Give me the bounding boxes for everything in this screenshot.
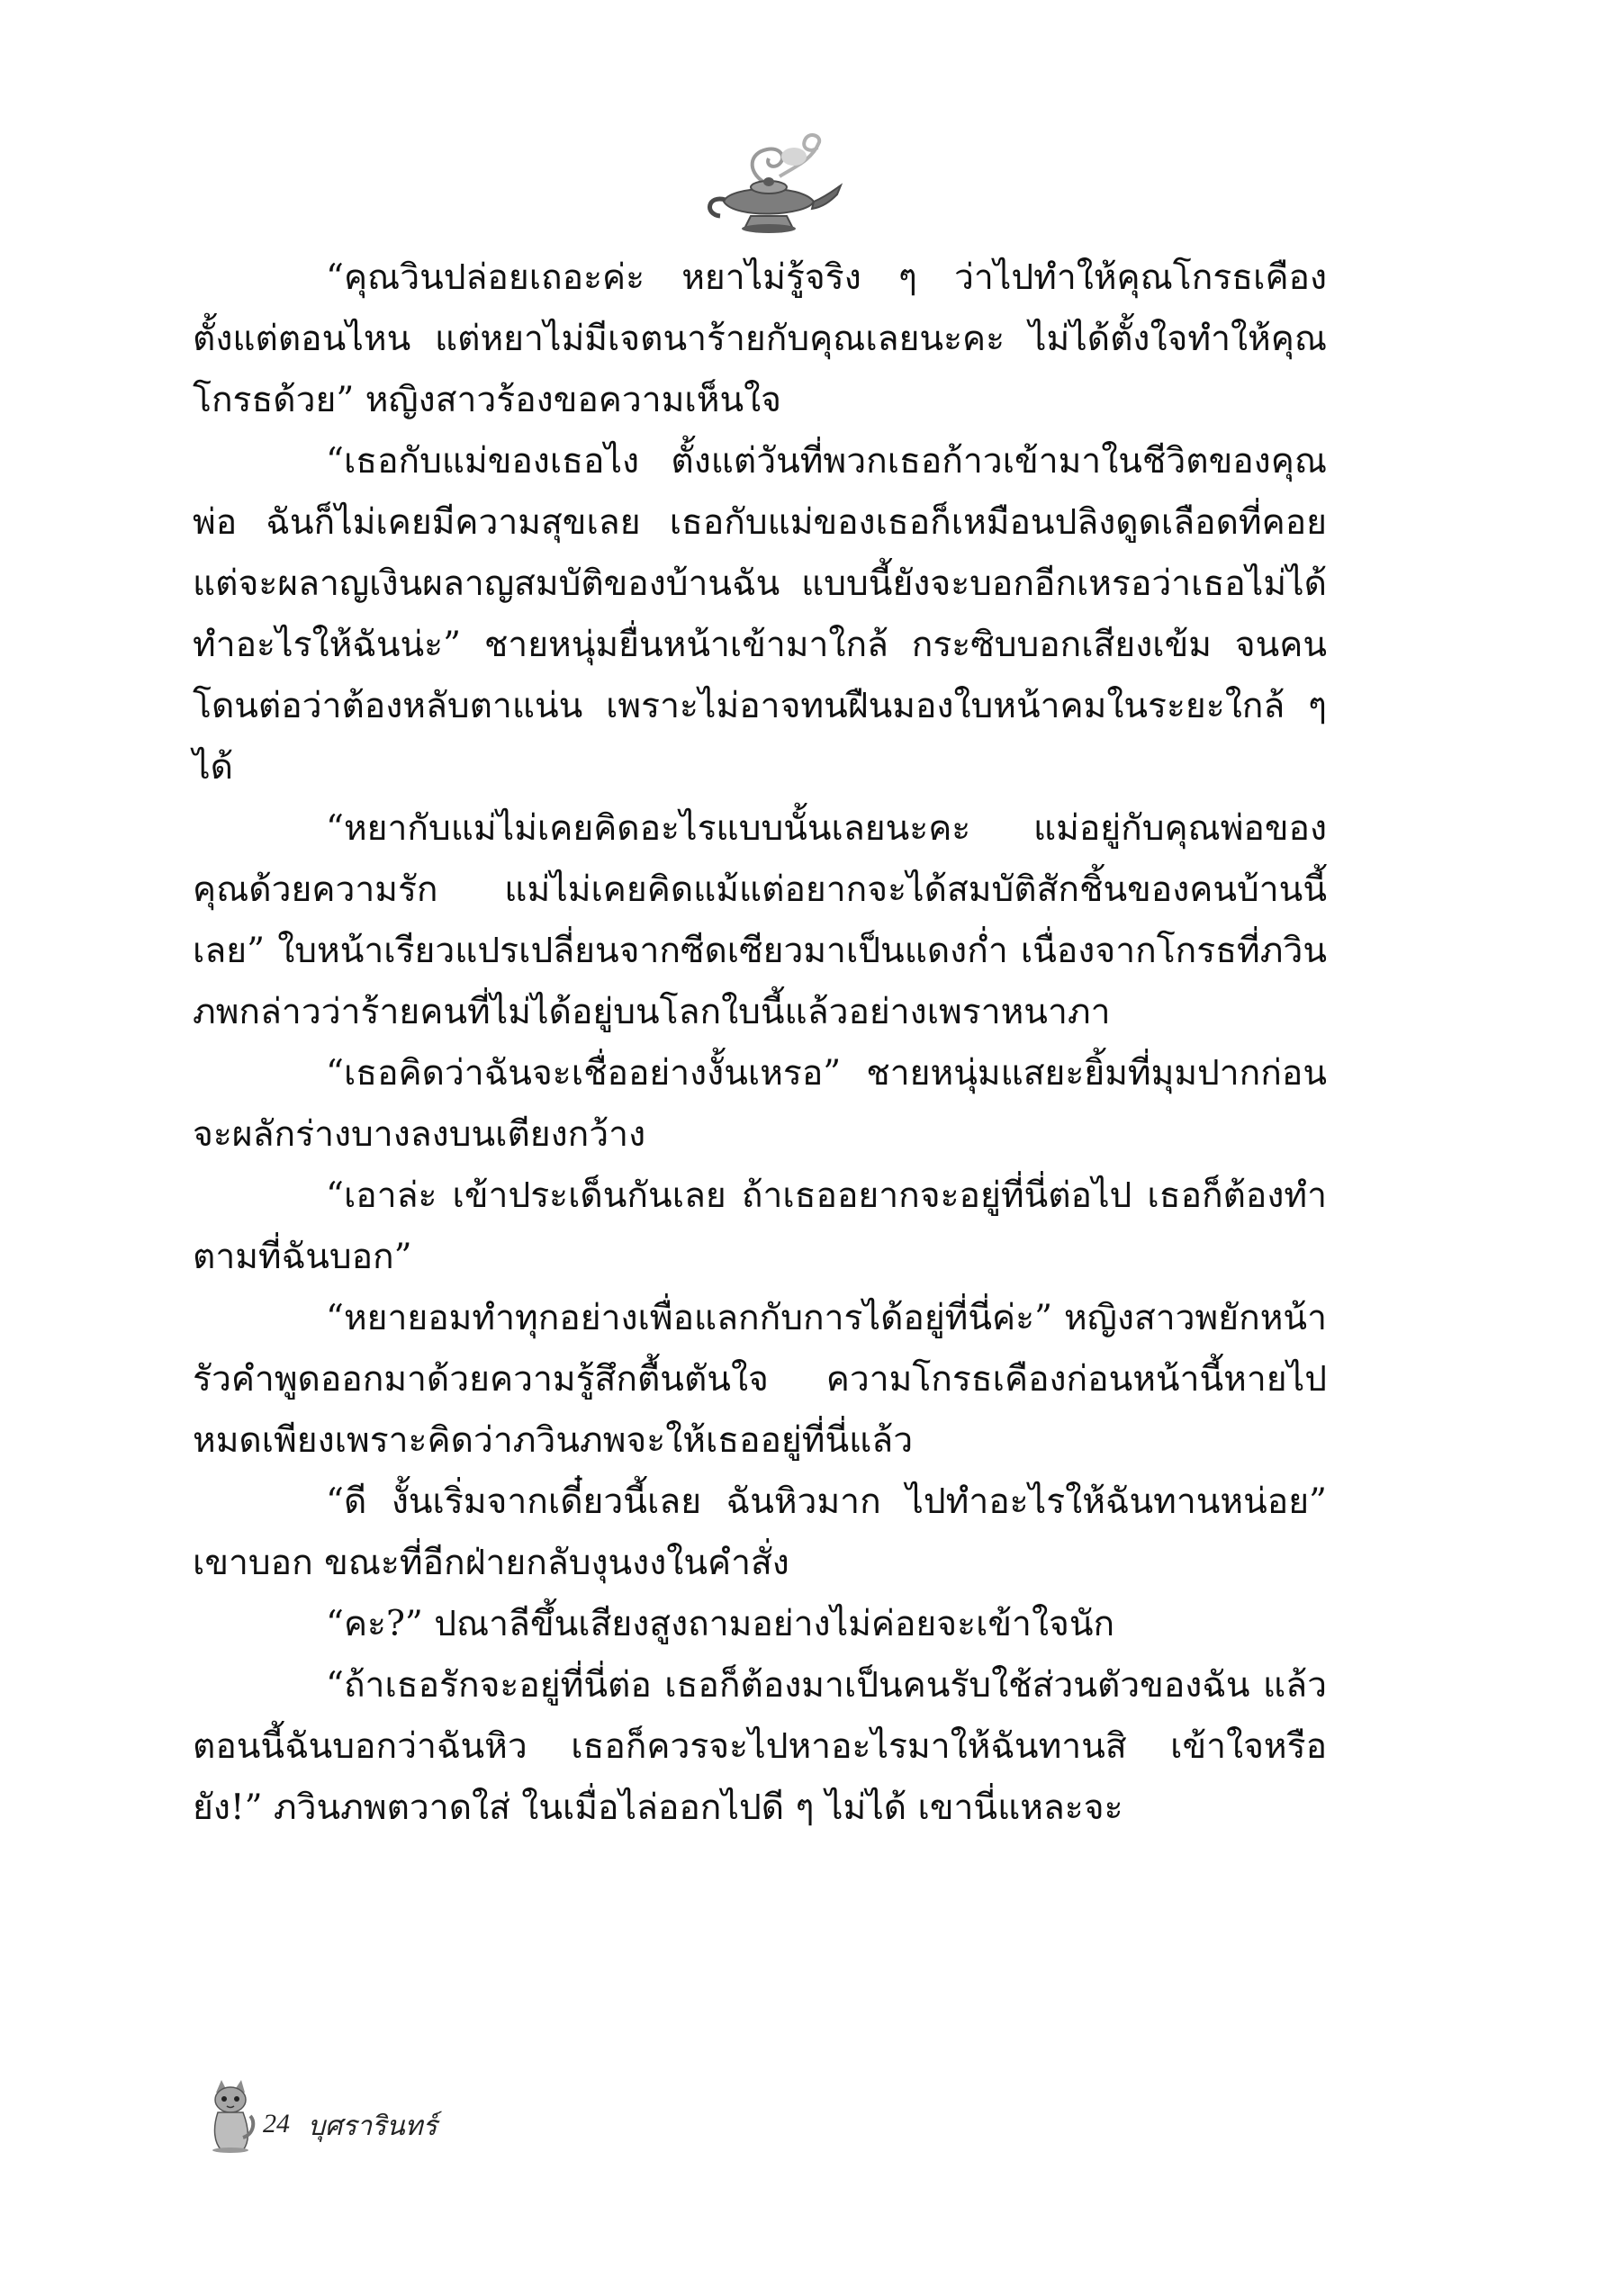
paragraph: “เอาล่ะ เข้าประเด็นกันเลย ถ้าเธออยากจะอยู่ที่นี่ต่อไป เธอก็ต้องทำตามที่ฉันบอก” — [193, 1175, 1327, 1277]
paragraph: “คุณวินปล่อยเถอะค่ะ หยาไม่รู้จริง ๆ ว่าไปทำให้คุณโกรธเคืองตั้งแต่ตอนไหน แต่หยาไม่มีเจตนาร้ายกับคุณเลยนะคะ ไม่ได้ตั้งใจทำให้คุณโกรธด้วย” หญิงสาวร้องขอความเห็นใจ — [193, 257, 1327, 420]
paragraph: “เธอคิดว่าฉันจะเชื่ออย่างงั้นเหรอ” ชายหนุ่มแสยะยิ้มที่มุมปากก่อนจะผลักร่างบางลงบนเตียงกว้าง — [193, 1053, 1327, 1155]
page-footer — [203, 2075, 744, 2156]
paragraph: “ถ้าเธอรักจะอยู่ที่นี่ต่อ เธอก็ต้องมาเป็นคนรับใช้ส่วนตัวของฉัน แล้วตอนนี้ฉันบอกว่าฉันหิว เธอก็ควรจะไปหาอะไรมาให้ฉันทานสิ เข้าใจหรือยัง!” ภวินภพตวาดใส่ ในเมื่อไล่ออกไปดี ๆ ไม่ได้ เขานี่แหละจะ — [193, 1665, 1327, 1828]
paragraph: “หยากับแม่ไม่เคยคิดอะไรแบบนั้นเลยนะคะ แม่อยู่กับคุณพ่อของคุณด้วยความรัก แม่ไม่เคยคิดแม้แต่อยากจะได้สมบัติสักชิ้นของคนบ้านนี้เลย” ใบหน้าเรียวแปรเปลี่ยนจากซีดเซียวมาเป็นแดงก่ำ เนื่องจากโกรธที่ภวินภพกล่าวว่าร้ายคนที่ไม่ได้อยู่บนโลกใบนี้แล้วอย่างเพราหนาภา — [193, 808, 1327, 1032]
paragraph: “คะ?” ปณาลีขึ้นเสียงสูงถามอย่างไม่ค่อยจะเข้าใจนัก — [326, 1604, 1115, 1644]
page-number: 24 — [263, 2109, 290, 2138]
main-text — [193, 248, 1327, 1839]
paragraph: “เธอกับแม่ของเธอไง ตั้งแต่วันที่พวกเธอก้าวเข้ามาในชีวิตของคุณพ่อ ฉันก็ไม่เคยมีความสุขเลย เธอกับแม่ของเธอก็เหมือนปลิงดูดเลือดที่คอยแต่จะผลาญเงินผลาญสมบัติของบ้านฉัน แบบนี้ยังจะบอกอีกเหรอว่าเธอไม่ได้ทำอะไรให้ฉันน่ะ” ชายหนุ่มยื่นหน้าเข้ามาใกล้ กระซิบบอกเสียงเข้ม จนคนโดนต่อว่าต้องหลับตาแน่น เพราะไม่อาจทนฝืนมองใบหน้าคมในระยะใกล้ ๆ ได้ — [193, 441, 1327, 788]
author-name: บุศรารินทร์ — [308, 2111, 437, 2142]
genie-lamp-icon — [693, 126, 846, 243]
cat-mascot-icon — [203, 2075, 257, 2154]
paragraph: “ดี งั้นเริ่มจากเดี๋ยวนี้เลย ฉันหิวมาก ไปทำอะไรให้ฉันทานหน่อย” เขาบอก ขณะที่อีกฝ่ายกลับงุนงงในคำสั่ง — [193, 1481, 1327, 1583]
paragraph: “หยายอมทำทุกอย่างเพื่อแลกกับการได้อยู่ที่นี่ค่ะ” หญิงสาวพยักหน้า รัวคำพูดออกมาด้วยความรู้สึกตื้นตันใจ ความโกรธเคืองก่อนหน้านี้หายไปหมดเพียงเพราะคิดว่าภวินภพจะให้เธออยู่ที่นี่แล้ว — [193, 1298, 1327, 1461]
